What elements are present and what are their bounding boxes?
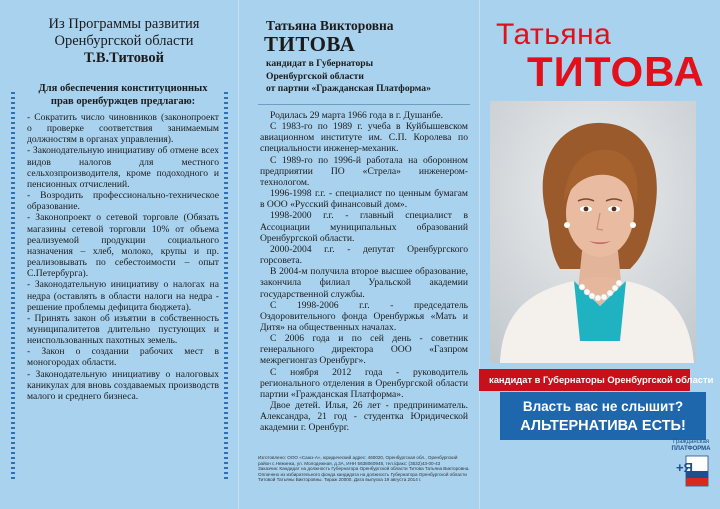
bio-paragraph: В 2004-м получила второе высшее образование, закончила филиал Уральской академии государственной службы. (260, 266, 468, 300)
subtitle-line: Оренбургской области (266, 70, 364, 82)
program-intro: Для обеспечения конституционных прав оренбуржцев предлагаю: (38, 83, 208, 107)
candidate-full-first-name: Татьяна Викторовна (266, 18, 394, 33)
bio-paragraph: С 2006 года и по сей день - советник генерального директора ООО «Газпром межрегионгаз Оренбург». (260, 333, 468, 367)
dotted-rule-right (224, 92, 228, 482)
candidate-surname: ТИТОВА (264, 32, 356, 56)
candidate-photo (490, 101, 696, 363)
biography (260, 110, 468, 434)
imprint-line: Заказчик: Кандидат на должность Губернатора Оренбургской области Титова Татьяна Викторовна. (258, 466, 470, 472)
subtitle-line: от партии «Гражданская Платформа» (266, 83, 431, 94)
logo-mark-icon (670, 438, 712, 492)
bio-paragraph: 2000-2004 г.г. - депутат Оренбургского горсовета. (260, 243, 468, 267)
heading-line: Из Программы развития (48, 16, 200, 32)
program-item: - Сократить число чиновников (законопроект о проверке соответствия занимаемым должностям в органах управления). (27, 112, 219, 146)
portrait-illustration (490, 101, 696, 363)
logo-mark-text: +Я (676, 460, 693, 475)
bio-paragraph: 1996-1998 г.г. - специалист по ценным бумагам в ООО «Русский финансовый дом». (260, 188, 468, 211)
program-list (27, 112, 219, 402)
bio-paragraph: С 1983-го по 1989 г. учеба в Куйбышевском авиационном институте им. С.П. Королева по специальности инженер-механик. (260, 121, 468, 155)
candidate-banner (479, 369, 714, 391)
slogan-box (500, 392, 706, 440)
cover-first-name: Татьяна (496, 18, 612, 51)
print-imprint (258, 455, 474, 483)
logo-line: Гражданская (672, 439, 710, 445)
banner-text: кандидат в Губернаторы Оренбургской области (489, 374, 714, 385)
program-heading (26, 16, 222, 67)
program-item: - Принять закон об изъятии в собственность муниципалитетов длительно пустующих и неиспользованных пахотных земель. (27, 312, 219, 347)
imprint-line: Изготовлено: ООО «Саюз-А», юридический адрес: 460020, Оренбургская обл., Оренбургский (258, 455, 458, 460)
heading-name: Т.В.Титовой (84, 50, 164, 66)
slogan-answer: АЛЬТЕРНАТИВА ЕСТЬ! (520, 418, 686, 434)
dotted-rule-left (11, 92, 15, 482)
imprint-line: Титовой Татьяны Викторовны. Тираж 20000. Дата выпуска 19 августа 2014 г. (258, 477, 422, 483)
logo-line: ПЛАТФОРМА (671, 446, 711, 452)
bio-paragraph: С 1998-2006 г.г. - председатель Оздоровительного фонда Оренбуржья «Мать и Дитя» на общественных началах. (260, 299, 468, 333)
program-item: - Законодательную инициативу о налоговых каникулах для вновь создаваемых производств малого и среднего бизнеса. (27, 368, 219, 402)
bio-paragraph: С 1989-го по 1996-й работала на оборонном предприятии ПО «Стрела» инженером-технологом. (260, 154, 468, 188)
party-logo (670, 438, 712, 492)
heading-line: Оренбургской области (54, 33, 194, 49)
cover-surname: ТИТОВА (527, 48, 705, 95)
bio-paragraph: С ноября 2012 года - руководитель регионального отделения в Оренбургской области партии «Гражданская Платформа». (260, 366, 468, 400)
program-item: - Законодательную инициативу об отмене всех видов налогов для местного сельхозпроизводителя, кроме подоходного и пенсионных отчислений. (27, 145, 219, 190)
program-item: - Законопроект о сетевой торговле (Обязать магазины сетевой торговли 10% от объема реализуемой продукции социального назначения – хлеб, молоко, крупы и пр. реализовывать по себестоимости – опыт С.Петербурга). (27, 212, 219, 280)
program-item: - Закон о создании рабочих мест в моногородах области. (27, 346, 219, 369)
bio-paragraph: Двое детей. Илья, 26 лет - предприниматель. Александра, 21 год - студентка Юридической академии г. Оренбург. (260, 400, 468, 434)
bio-paragraph: Родилась 29 марта 1966 года в г. Душанбе. (270, 110, 444, 121)
bio-paragraph: 1998-2000 г.г. - главный специалист в Ассоциации муниципальных образований Оренбургской области. (260, 210, 468, 244)
imprint-line: Оплачено из избирательного фонда кандидата на должность Губернатора Оренбургской области (258, 471, 467, 477)
program-item: - Возродить профессионально-техническое образование. (27, 190, 219, 213)
subtitle-line: кандидат в Губернаторы (266, 58, 374, 69)
candidate-subtitle (266, 58, 466, 96)
imprint-line: район с.Нежинка, ул. Молодежная, д.3А, ИНН 5638060948, тел./факс: (3532)43-00-43 (258, 460, 441, 466)
slogan-question: Власть вас не слышит? (522, 399, 684, 414)
program-item: - Законодательную инициативу о налогах на недра (оставлять в области налоги на недра - решение проблемы дефицита бюджета). (27, 279, 219, 313)
divider (258, 104, 470, 105)
